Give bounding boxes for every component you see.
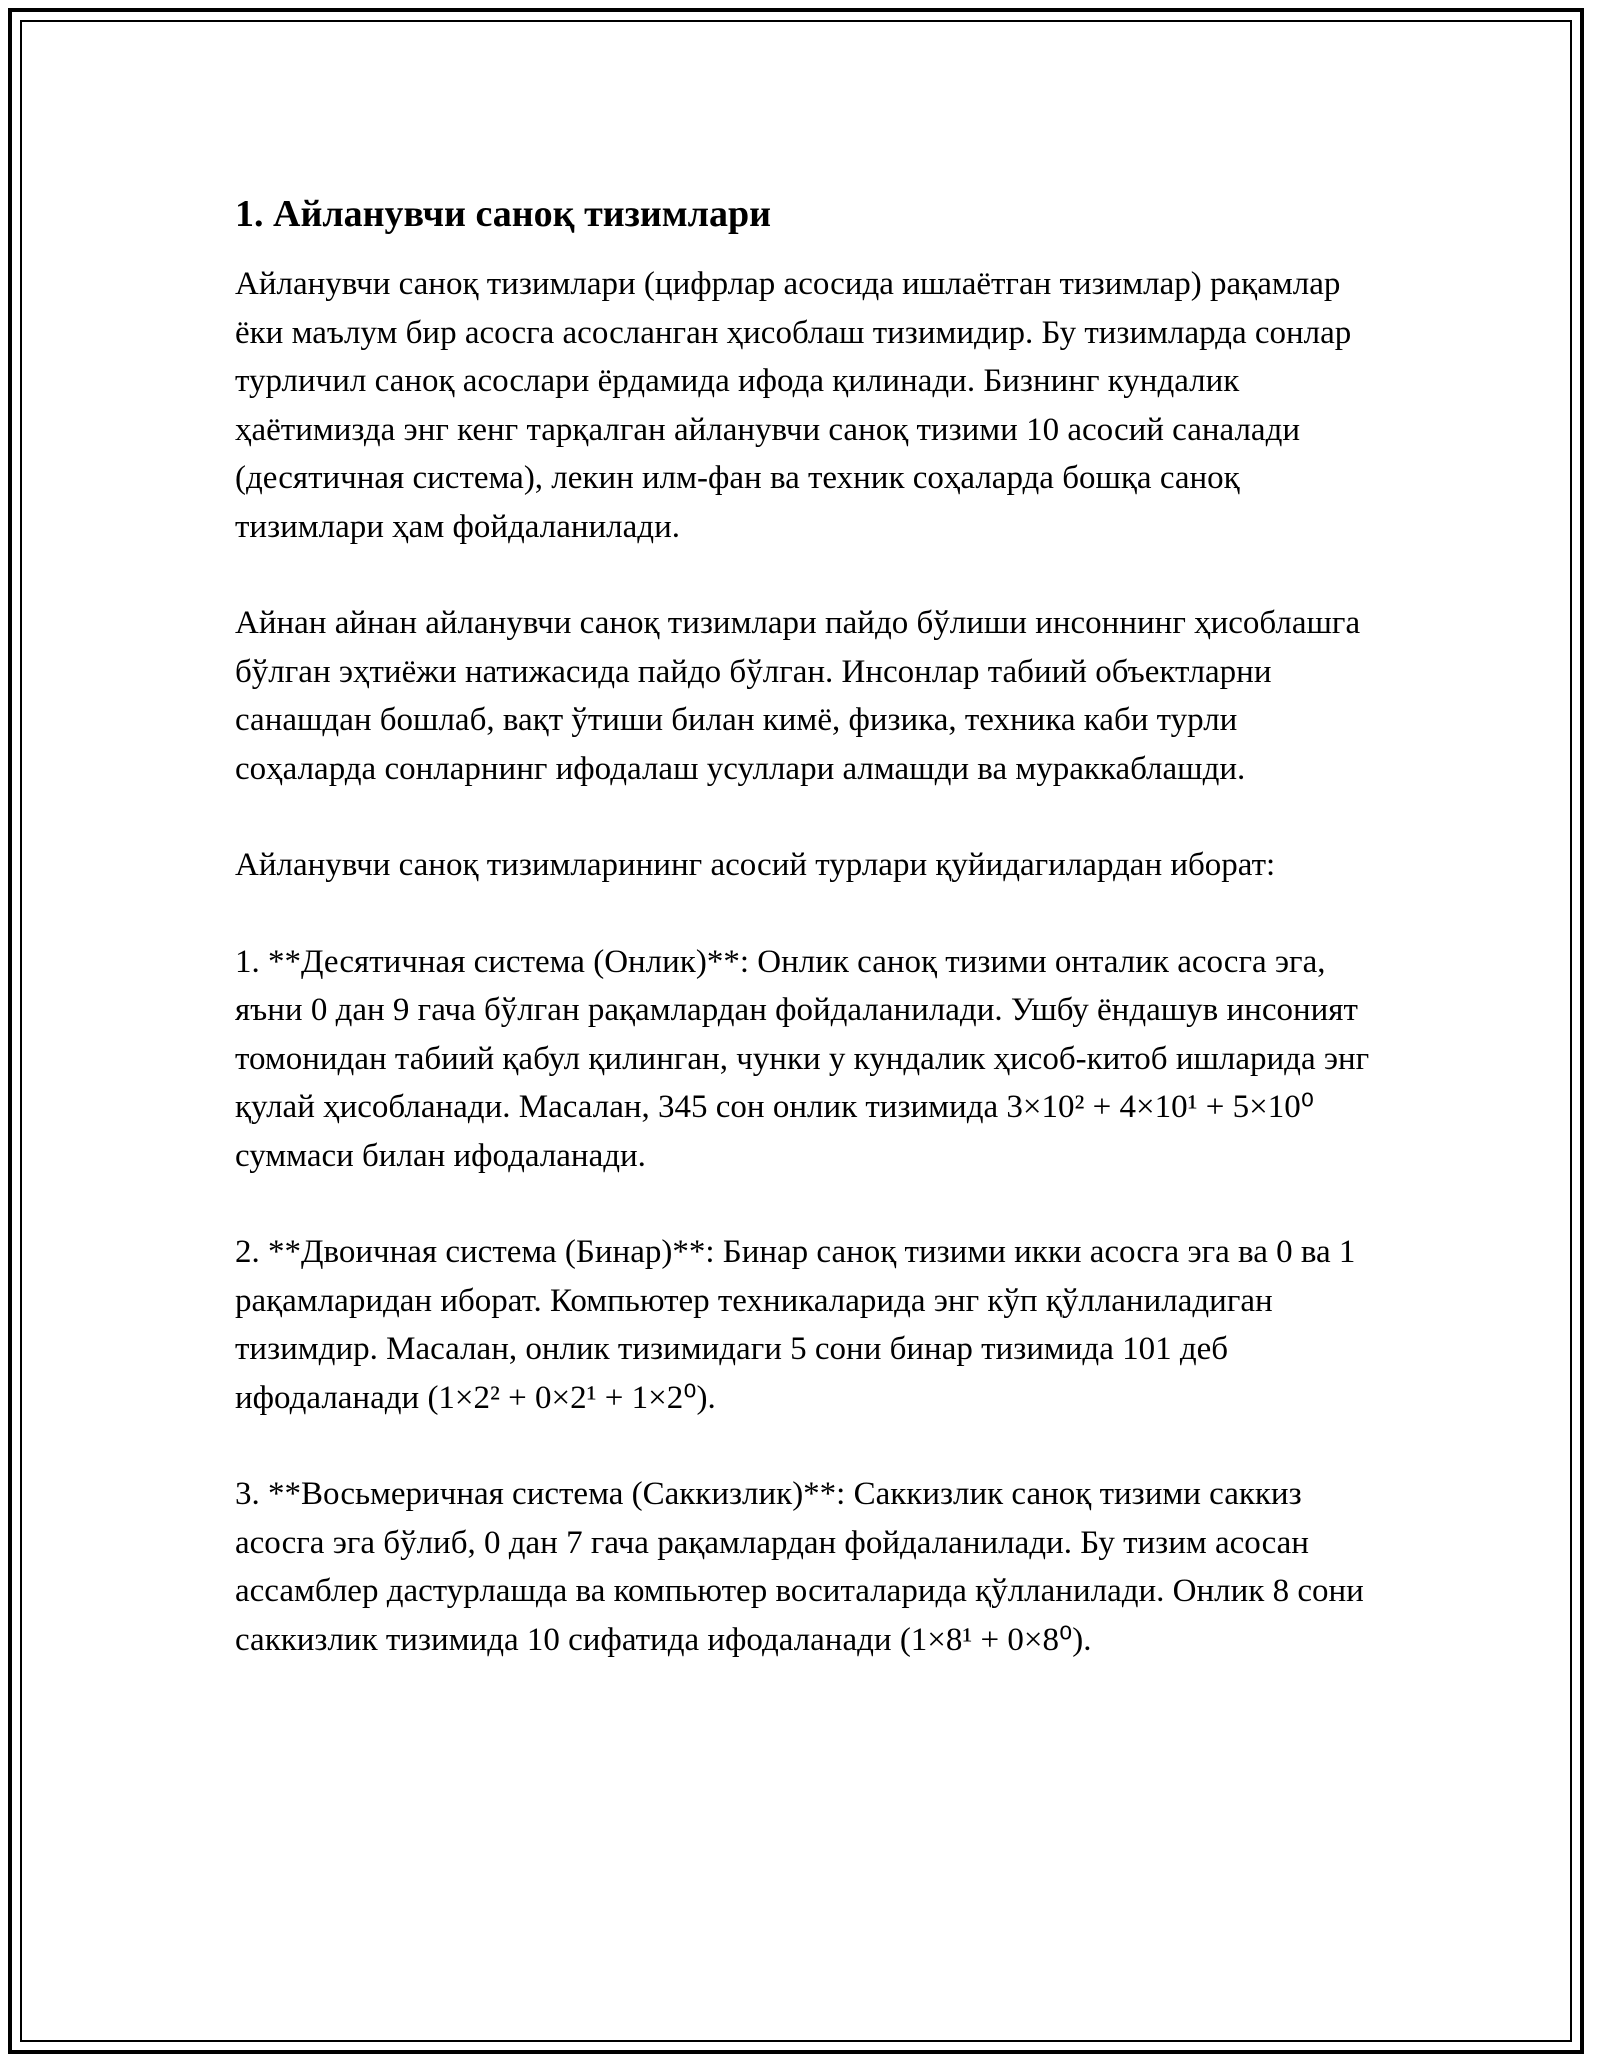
list-item-decimal: 1. **Десятичная система (Онлик)**: Онлик саноқ тизими онталик асосга эга, яъни 0 дан 9 гача бўлган рақамлардан фойдаланилади. Ушбу ёндашув инсоният томонидан табиий қабул қилинган, чунки у кундалик ҳисоб-китоб ишларида энг қулай ҳисобланади. Масалан, 345 сон онлик тизимида 3×10² + 4×10¹ + 5×10⁰ суммаси билан ифодаланади. — [235, 943, 1370, 1174]
list-item-binary: 2. **Двоичная система (Бинар)**: Бинар саноқ тизими икки асосга эга ва 0 ва 1 рақамларидан иборат. Компьютер техникаларида энг кўп қўлланиладиган тизимдир. Масалан, онлик тизимидаги 5 сони бинар тизимида 101 деб ифодаланади (1×2² + 0×2¹ + 1×2⁰). — [235, 1234, 1356, 1416]
paragraph-history: Айнан айнан айланувчи саноқ тизимлари пайдо бўлиши инсоннинг ҳисоблашга бўлган эҳтиёжи натижасида пайдо бўлган. Инсонлар табиий объектларни санашдан бошлаб, вақт ўтиши билан кимё, физика, техника каби турли соҳаларда сонларнинг ифодалаш усуллари алмашди ва мураккаблашди. — [235, 605, 1361, 787]
section-heading: 1. Айланувчи саноқ тизимлари — [235, 193, 772, 235]
paragraph-intro: Айланувчи саноқ тизимлари (цифрлар асосида ишлаётган тизимлар) рақамлар ёки маълум бир асосга асосланган ҳисоблаш тизимидир. Бу тизимларда сонлар турличил саноқ асослари ёрдамида ифода қилинади. Бизнинг кундалик ҳаётимизда энг кенг тарқалган айланувчи саноқ тизими 10 асосий саналади (десятичная система), лекин илм-фан ва техник соҳаларда бошқа саноқ тизимлари ҳам фойдаланилади. — [235, 266, 1352, 545]
list-item-octal: 3. **Восьмеричная система (Саккизлик)**: Саккизлик саноқ тизими саккиз асосга эга бўлиб, 0 дан 7 гача рақамлардан фойдаланилади. Бу тизим асосан ассамблер дастурлашда ва компьютер воситаларида қўлланилади. Онлик 8 сони саккизлик тизимида 10 сифатида ифодаланади (1×8¹ + 0×8⁰). — [235, 1476, 1364, 1658]
document-body — [235, 188, 1375, 1712]
paragraph-types-intro: Айланувчи саноқ тизимларининг асосий турлари қуйидагилардан иборат: — [235, 847, 1276, 883]
